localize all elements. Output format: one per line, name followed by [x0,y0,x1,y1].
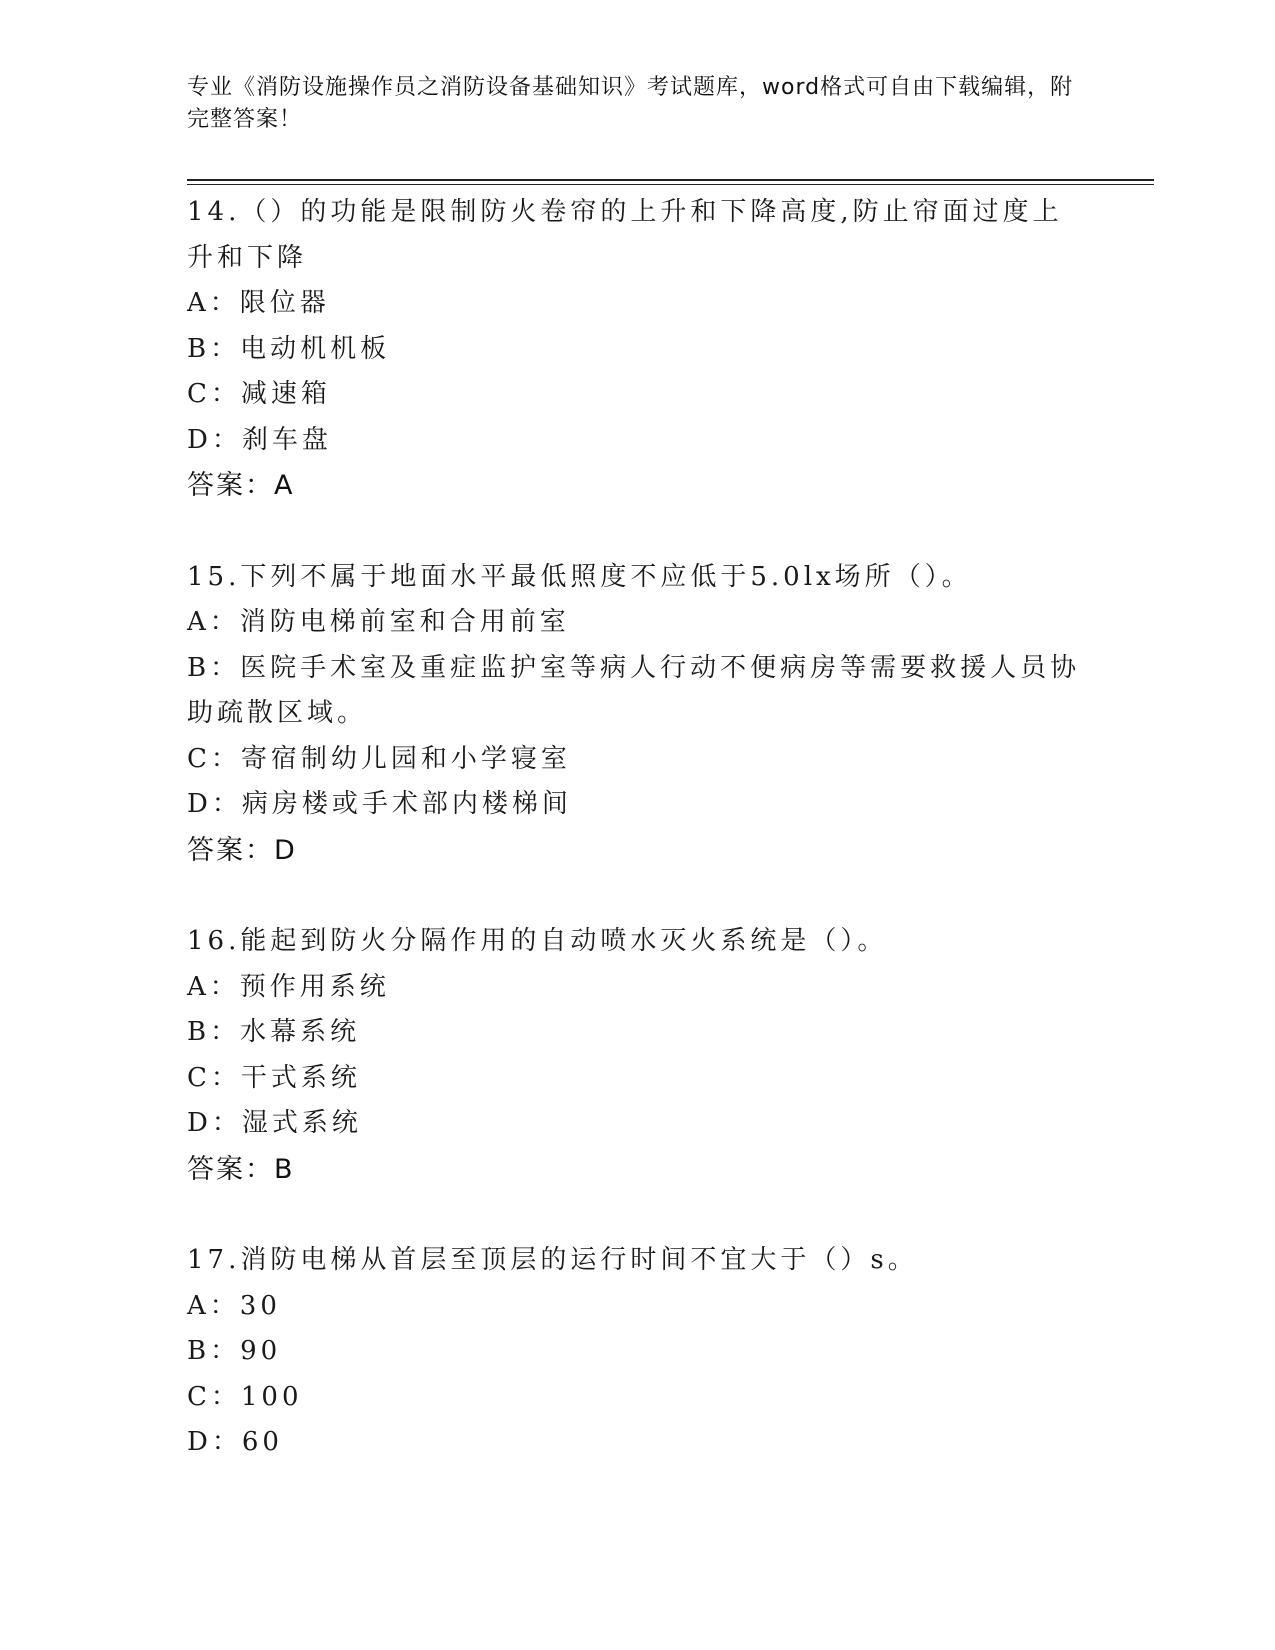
question-list [187,190,1087,1512]
answer: 答案：D [187,834,297,866]
option-d: D：病房楼或手术部内楼梯间 [187,789,572,819]
option-c: C：减速箱 [187,379,331,409]
document-header: 专业《消防设施操作员之消防设备基础知识》考试题库，word格式可自由下载编辑，附完整答案！ [187,75,1074,132]
option-b: B：水幕系统 [187,1017,361,1047]
question-16 [187,919,1087,1192]
option-c: C：100 [187,1381,303,1412]
question-stem: 15.下列不属于地面水平最低照度不应低于5.0lx场所（）。 [187,561,972,592]
option-a: A：30 [187,1290,281,1321]
question-stem: 17.消防电梯从首层至顶层的运行时间不宜大于（）s。 [187,1245,918,1275]
option-c: C：干式系统 [187,1062,361,1093]
option-b: B：电动机机板 [187,333,391,364]
answer: 答案：B [187,1153,295,1185]
question-15 [187,555,1087,874]
header-divider-thin [187,184,1154,185]
option-b: B：医院手术室及重症监护室等病人行动不便病房等需要救援人员协助疏散区域。 [187,652,1081,728]
option-b: B：90 [187,1336,282,1366]
option-d: D：60 [187,1427,283,1457]
option-c: C：寄宿制幼儿园和小学寝室 [187,743,571,774]
answer: 答案：A [187,470,295,501]
question-stem: 14.（）的功能是限制防火卷帘的上升和下降高度,防止帘面过度上升和下降 [187,197,1063,273]
option-a: A：限位器 [187,288,330,318]
option-a: A：预作用系统 [187,971,390,1002]
question-17 [187,1238,1087,1466]
option-d: D：刹车盘 [187,424,332,455]
option-d: D：湿式系统 [187,1108,362,1138]
option-a: A：消防电梯前室和合用前室 [187,607,570,637]
header-divider-thick [187,179,1154,181]
question-stem: 16.能起到防火分隔作用的自动喷水灭火系统是（）。 [187,926,888,956]
question-14 [187,190,1087,509]
